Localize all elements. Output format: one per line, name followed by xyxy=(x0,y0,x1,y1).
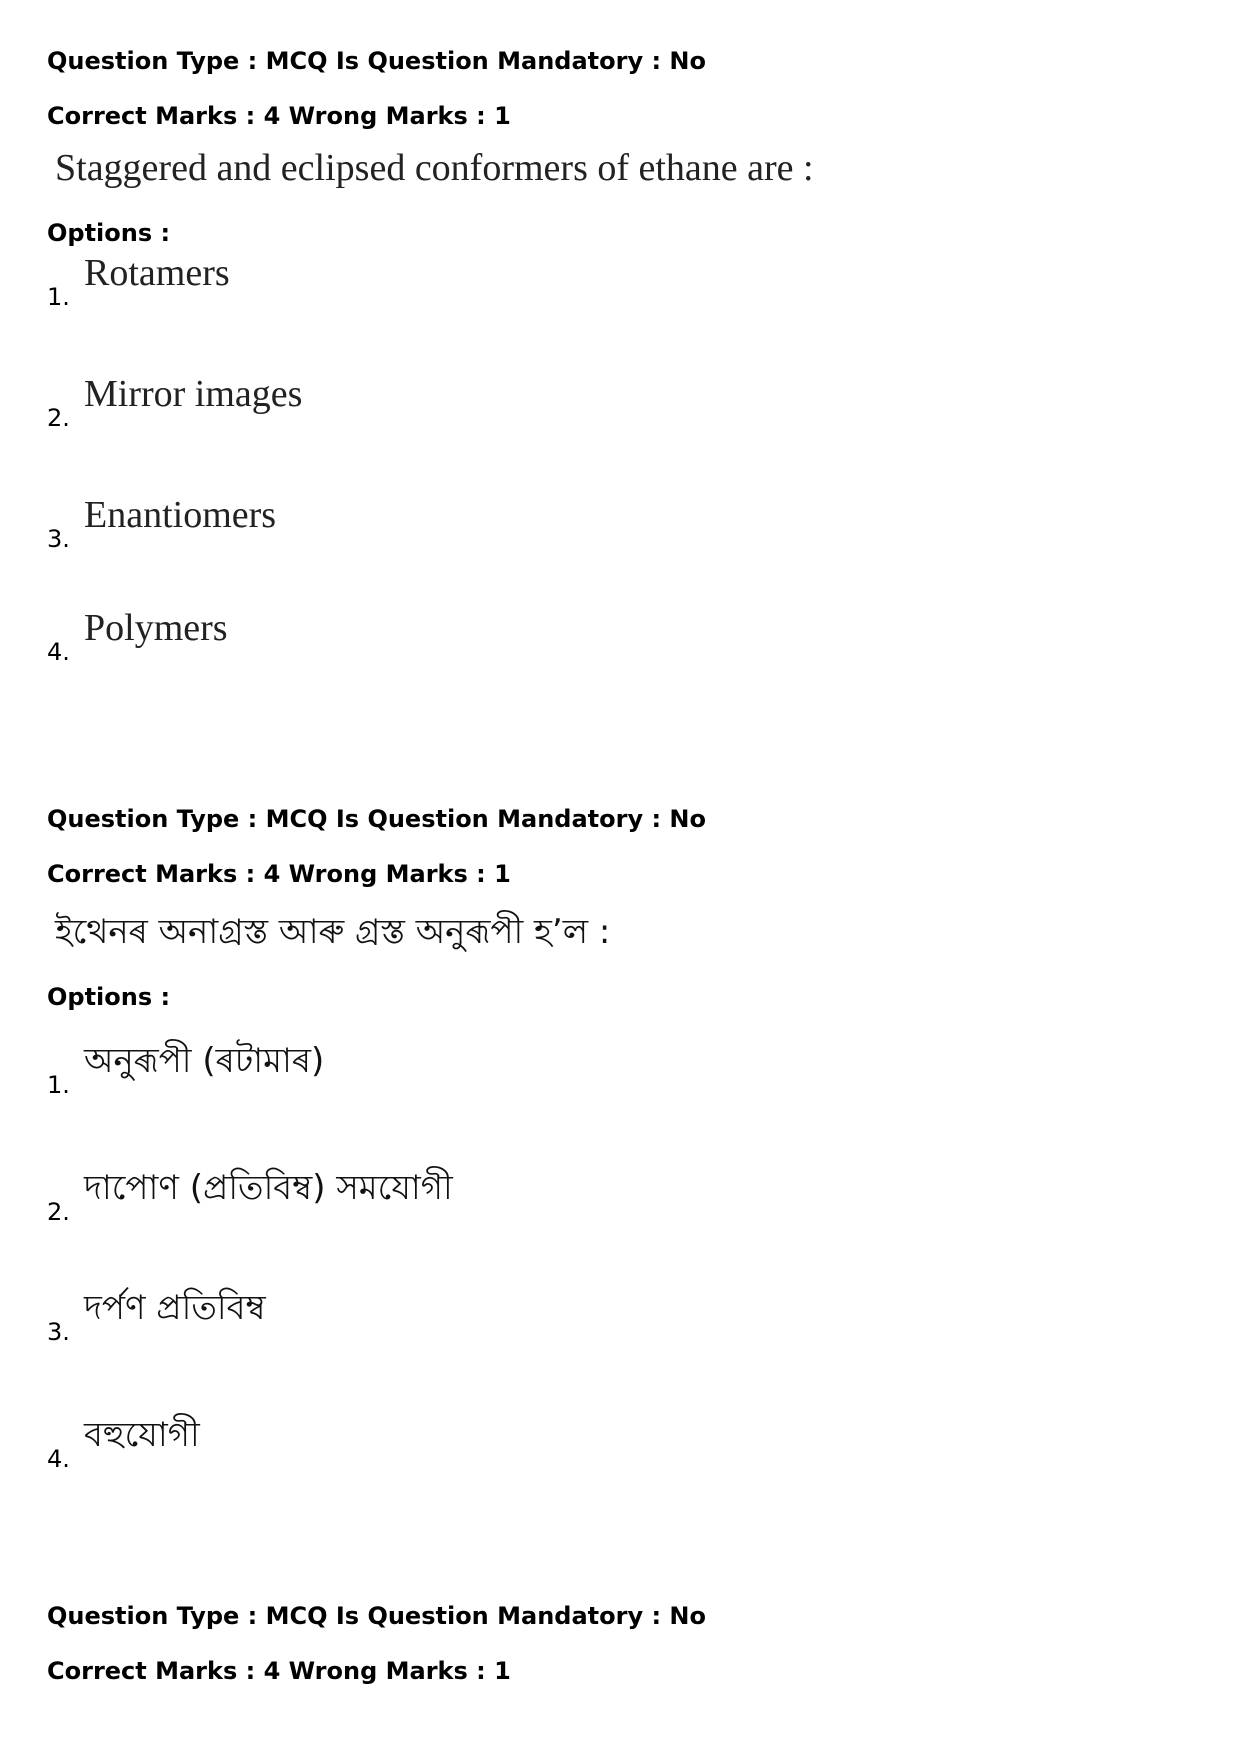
option-text: দৰ্পণ প্ৰতিবিম্ব xyxy=(84,1288,266,1328)
question-type-header: Question Type : MCQ Is Question Mandatory : No xyxy=(47,1602,706,1630)
question-text: ইথেনৰ অনাগ্ৰস্ত আৰু গ্ৰস্ত অনুৰূপী হ’ল : xyxy=(55,912,611,952)
options-label: Options : xyxy=(47,219,171,247)
option-number: 2. xyxy=(47,404,70,432)
option-number: 1. xyxy=(47,283,70,311)
option-number: 3. xyxy=(47,1318,70,1346)
option-number: 4. xyxy=(47,638,70,666)
marks-line: Correct Marks : 4 Wrong Marks : 1 xyxy=(47,102,511,130)
option-text: Enantiomers xyxy=(84,494,277,536)
question-type-header: Question Type : MCQ Is Question Mandatory : No xyxy=(47,805,706,833)
option-number: 4. xyxy=(47,1445,70,1473)
marks-line: Correct Marks : 4 Wrong Marks : 1 xyxy=(47,860,511,888)
marks-line: Correct Marks : 4 Wrong Marks : 1 xyxy=(47,1657,511,1685)
options-label: Options : xyxy=(47,983,171,1011)
option-text: দাপোণ (প্ৰতিবিম্ব) সমযোগী xyxy=(84,1168,453,1208)
question-type-header: Question Type : MCQ Is Question Mandatory : No xyxy=(47,47,706,75)
option-text: Mirror images xyxy=(84,373,303,415)
option-number: 3. xyxy=(47,525,70,553)
option-number: 1. xyxy=(47,1071,70,1099)
option-text: অনুৰূপী (ৰটামাৰ) xyxy=(84,1041,325,1081)
option-number: 2. xyxy=(47,1198,70,1226)
option-text: বহুযোগী xyxy=(84,1415,200,1455)
question-text: Staggered and eclipsed conformers of ethane are : xyxy=(55,147,814,189)
option-text: Rotamers xyxy=(84,252,230,294)
option-text: Polymers xyxy=(84,607,228,649)
